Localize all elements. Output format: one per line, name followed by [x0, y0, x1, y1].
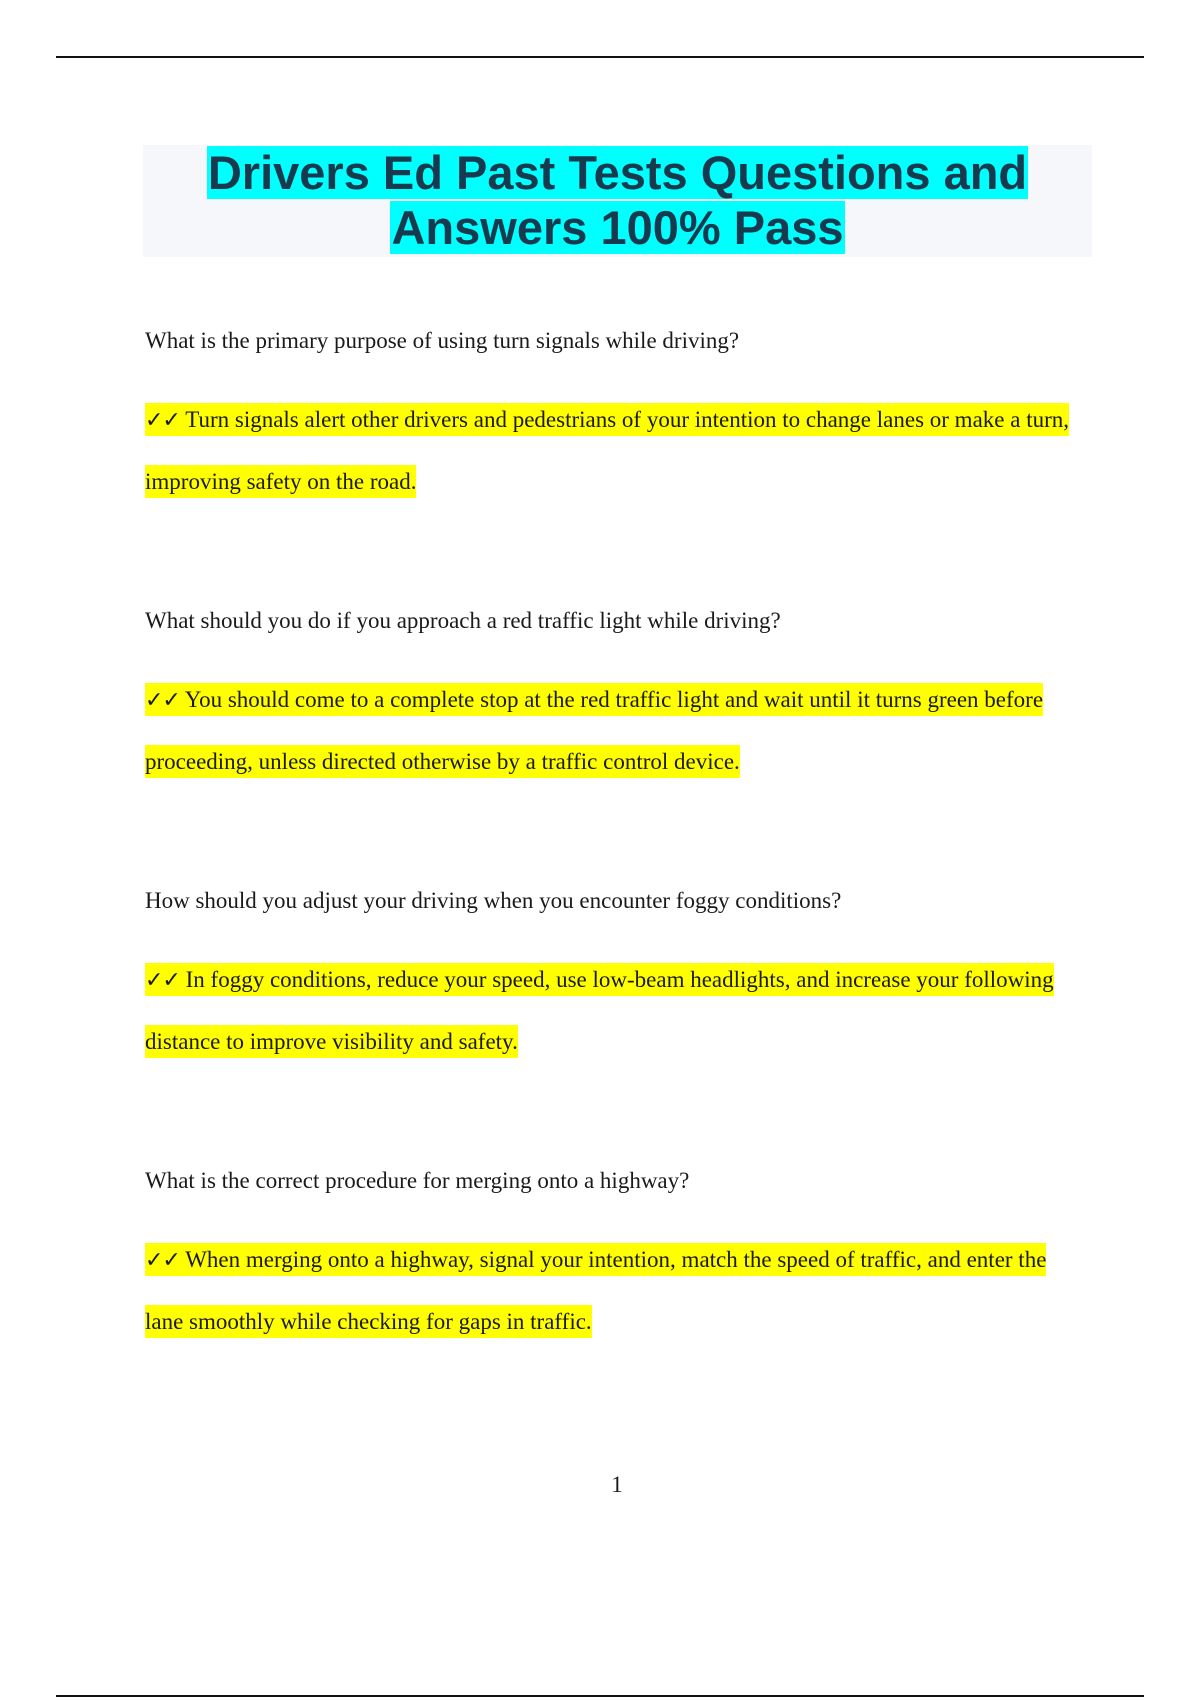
question-3: How should you adjust your driving when you encounter foggy conditions? — [145, 888, 842, 913]
qa-item-2 — [145, 607, 1075, 792]
qa-item-4 — [145, 1167, 1075, 1352]
answer-1-text: Turn signals alert other drivers and pedestrians of your intention to change lanes or make a turn, improving safety on the road. — [145, 407, 1070, 494]
title-box — [143, 145, 1092, 257]
qa-item-1 — [145, 327, 1075, 512]
check-mark-icon: ✓✓ — [145, 408, 180, 433]
title-line-2: Answers 100% Pass — [391, 201, 844, 254]
question-2: What should you do if you approach a red traffic light while driving? — [145, 608, 781, 633]
question-1: What is the primary purpose of using turn signals while driving? — [145, 328, 740, 353]
answer-4 — [145, 1229, 1075, 1352]
answer-4-text: When merging onto a highway, signal your intention, match the speed of traffic, and enter the lane smoothly while checking for gaps in traffic. — [145, 1247, 1047, 1334]
question-4: What is the correct procedure for merging onto a highway? — [145, 1168, 690, 1193]
check-mark-icon: ✓✓ — [145, 1248, 180, 1273]
qa-item-3 — [145, 887, 1075, 1072]
check-mark-icon: ✓✓ — [145, 968, 180, 993]
document-title — [143, 145, 1092, 255]
title-line-1: Drivers Ed Past Tests Questions and — [207, 146, 1028, 199]
answer-3 — [145, 949, 1075, 1072]
bottom-rule — [56, 1695, 1144, 1697]
answer-3-text: In foggy conditions, reduce your speed, use low-beam headlights, and increase your following distance to improve visibility and safety. — [145, 967, 1054, 1054]
answer-2 — [145, 669, 1075, 792]
check-mark-icon: ✓✓ — [145, 688, 180, 713]
top-rule — [56, 56, 1144, 58]
answer-1 — [145, 389, 1075, 512]
page-number: 1 — [611, 1472, 623, 1497]
answer-2-text: You should come to a complete stop at the red traffic light and wait until it turns green before proceeding, unless directed otherwise by a traffic control device. — [145, 687, 1044, 774]
